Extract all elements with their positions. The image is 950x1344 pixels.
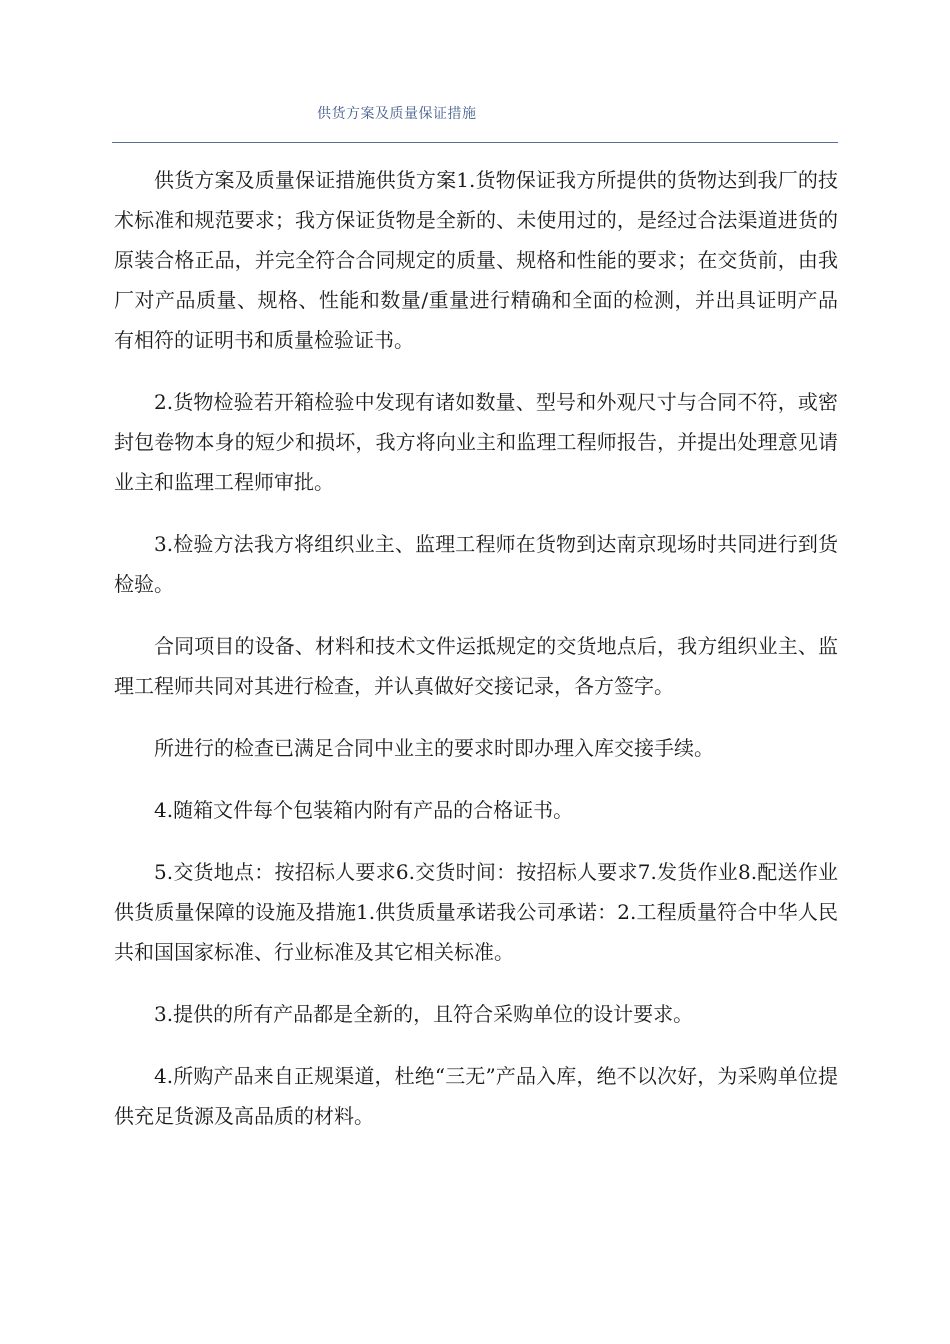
paragraph-inspection-method: 3.检验方法我方将组织业主、监理工程师在货物到达南京现场时共同进行到货检验。 [114,532,838,596]
paragraph-goods-inspection: 2.货物检验若开箱检验中发现有诸如数量、型号和外观尺寸与合同不符，或密封包卷物本身的短少和损坏，我方将向业主和监理工程师报告，并提出处理意见请业主和监理工程师审批。 [114,390,838,494]
paragraph-delivery-terms: 5.交货地点：按招标人要求6.交货时间：按招标人要求7.发货作业8.配送作业供货质量保障的设施及措施1.供货质量承诺我公司承诺：2.工程质量符合中华人民共和国国家标准、行业标准及其它相关标准。 [114,860,838,964]
header-title: 供货方案及质量保证措施 [317,106,477,122]
paragraph-warehouse-handover: 所进行的检查已满足合同中业主的要求时即办理入库交接手续。 [154,736,714,760]
header-divider [112,142,838,143]
page-header [112,104,838,143]
paragraph-new-products: 3.提供的所有产品都是全新的，且符合采购单位的设计要求。 [154,1002,694,1026]
paragraph-regular-channels: 4.所购产品来自正规渠道，杜绝“三无”产品入库，绝不以次好，为采购单位提供充足货源及高品质的材料。 [114,1064,838,1128]
paragraph-supply-plan: 供货方案及质量保证措施供货方案1.货物保证我方所提供的货物达到我厂的技术标准和规范要求；我方保证货物是全新的、未使用过的，是经过合法渠道进货的原装合格正品，并完全符合合同规定的质量、规格和性能的要求；在交货前，由我厂对产品质量、规格、性能和数量/重量进行精确和全面的检测，并出具证明产品有相符的证明书和质量检验证书。 [114,168,838,352]
paragraph-joint-check: 合同项目的设备、材料和技术文件运抵规定的交货地点后，我方组织业主、监理工程师共同对其进行检查，并认真做好交接记录，各方签字。 [114,634,838,698]
paragraph-box-documents: 4.随箱文件每个包装箱内附有产品的合格证书。 [154,798,574,822]
document-body [114,160,838,1158]
